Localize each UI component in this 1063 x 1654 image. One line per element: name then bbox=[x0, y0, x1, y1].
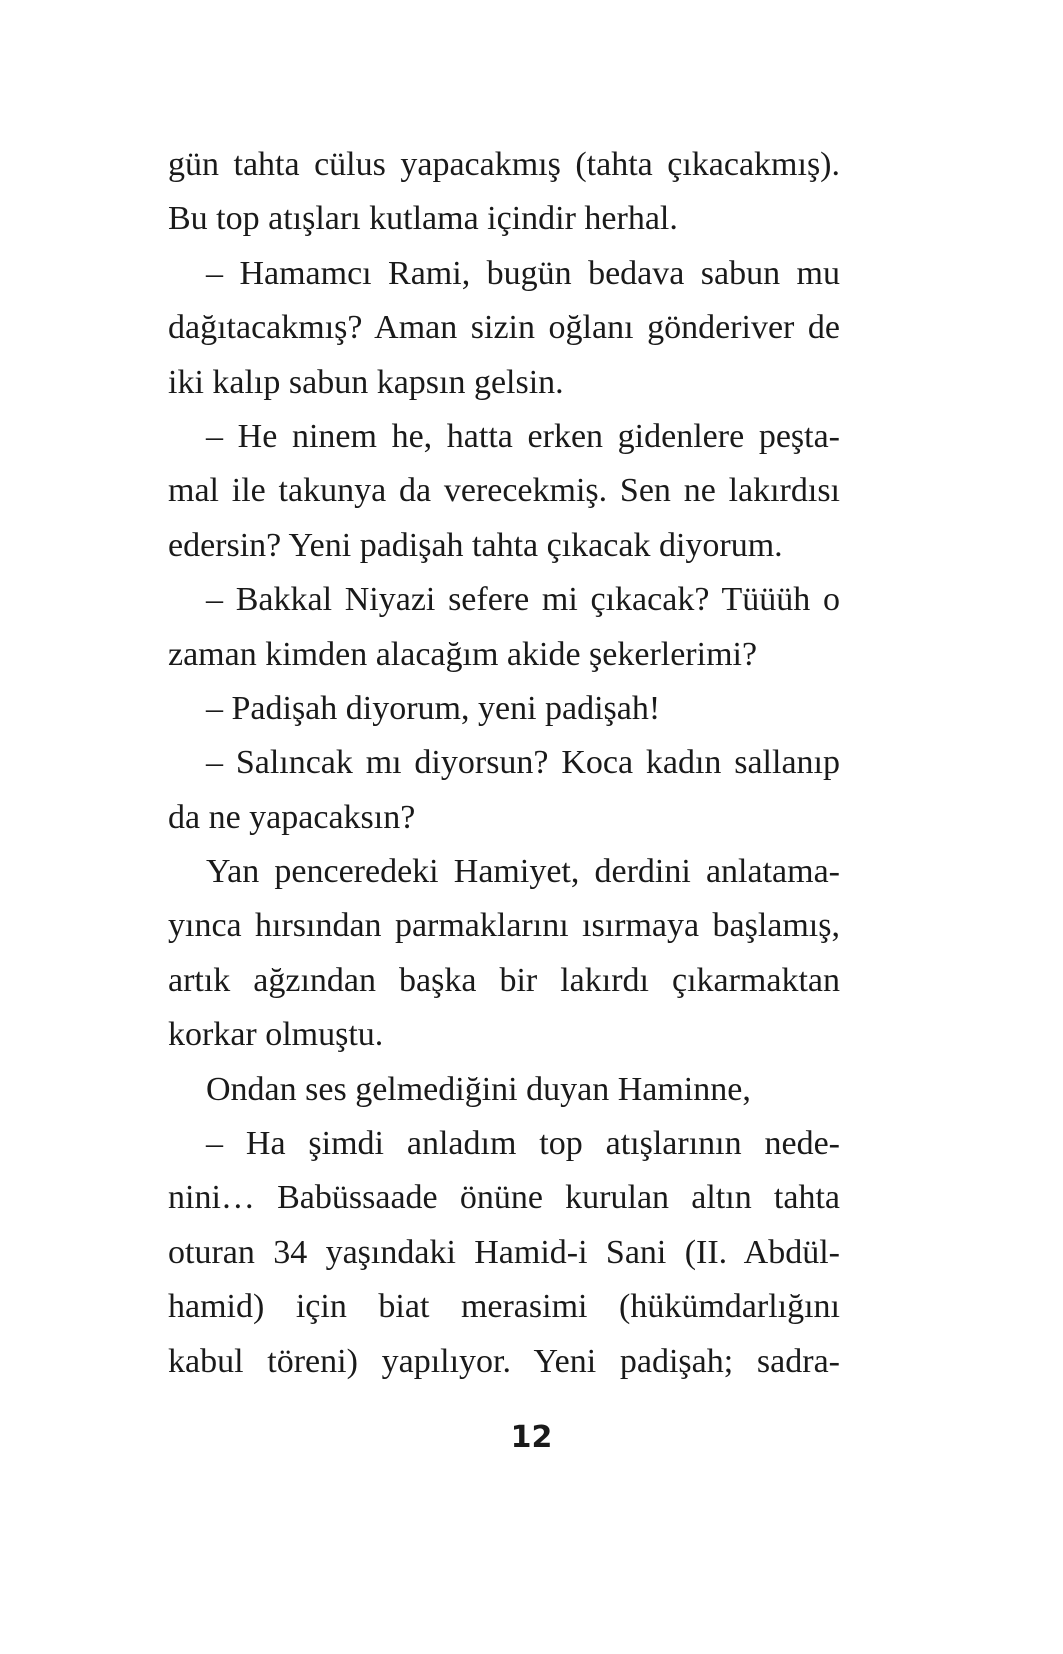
text-line-23: kabul töreni) yapılıyor. Yeni padişah; sadra- bbox=[168, 1342, 840, 1380]
page-number: 12 bbox=[510, 1420, 553, 1455]
text-line-7: mal ile takunya da verecekmiş. Sen ne lakırdısı bbox=[168, 472, 840, 510]
text-line-12: – Salıncak mı diyorsun? Koca kadın sallanıp bbox=[206, 744, 840, 782]
text-line-15: yınca hırsından parmaklarını ısırmaya başlamış, bbox=[168, 907, 840, 945]
text-line-1: gün tahta cülus yapacakmış (tahta çıkacakmış). bbox=[168, 146, 840, 183]
text-line-3: – Hamamcı Rami, bugün bedava sabun mu bbox=[206, 254, 840, 292]
text-line-11: – Padişah diyorum, yeni padişah! bbox=[206, 689, 661, 727]
text-line-17: korkar olmuştu. bbox=[168, 1016, 384, 1054]
text-line-22: hamid) için biat merasimi (hükümdarlığını bbox=[168, 1288, 840, 1326]
body-text bbox=[168, 138, 840, 1389]
text-line-2: Bu top atışları kutlama içindir herhal. bbox=[168, 200, 678, 238]
text-line-21: oturan 34 yaşındaki Hamid-i Sani (II. Abdül- bbox=[168, 1233, 840, 1271]
text-line-19: – Ha şimdi anladım top atışlarının nede- bbox=[206, 1125, 840, 1163]
text-line-13: da ne yapacaksın? bbox=[168, 798, 416, 836]
text-line-5: iki kalıp sabun kapsın gelsin. bbox=[168, 363, 564, 401]
text-line-10: zaman kimden alacağım akide şekerlerimi? bbox=[168, 635, 758, 673]
text-line-14: Yan penceredeki Hamiyet, derdini anlatama- bbox=[206, 853, 840, 891]
text-line-16: artık ağzından başka bir lakırdı çıkarmaktan bbox=[168, 961, 840, 999]
text-line-6: – He ninem he, hatta erken gidenlere peşta- bbox=[206, 417, 840, 455]
text-line-4: dağıtacakmış? Aman sizin oğlanı gönderiver de bbox=[168, 309, 840, 347]
text-line-20: nini… Babüssaade önüne kurulan altın tahta bbox=[168, 1179, 840, 1217]
text-line-18: Ondan ses gelmediğini duyan Haminne, bbox=[206, 1070, 751, 1108]
text-line-9: – Bakkal Niyazi sefere mi çıkacak? Tüüüh o bbox=[206, 581, 840, 619]
text-line-8: edersin? Yeni padişah tahta çıkacak diyorum. bbox=[168, 526, 783, 564]
